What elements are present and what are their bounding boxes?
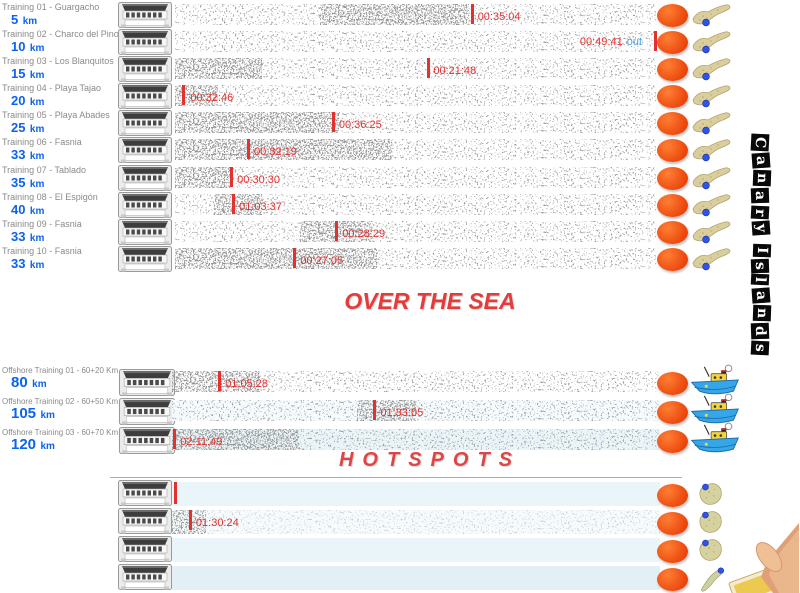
- track-noise-cluster: [175, 112, 339, 133]
- arrival-time: 01:03:37: [239, 201, 282, 213]
- distance-value: 35: [11, 175, 26, 190]
- track-noise-cluster: [175, 167, 233, 188]
- distance-unit: km: [29, 233, 45, 244]
- offshore-row: [0, 392, 800, 420]
- flight-track: [175, 85, 657, 106]
- training-title: Training 08 - El Espigón: [2, 192, 98, 202]
- distance-unit: km: [29, 70, 45, 81]
- arrival-tick: [247, 139, 250, 159]
- release-dot[interactable]: [657, 167, 688, 190]
- tugboat-icon[interactable]: [688, 393, 742, 424]
- tenerife-island-icon[interactable]: [691, 56, 733, 84]
- track-noise: [175, 85, 657, 106]
- distance-value: 40: [11, 202, 26, 217]
- hotspot-row: [0, 536, 800, 564]
- training-title: Training 09 - Fasnia: [2, 219, 82, 229]
- distance-value: 33: [11, 147, 26, 162]
- flight-track: [175, 139, 657, 160]
- arrival-tick: [218, 371, 221, 391]
- arrival-time: 00:28:29: [342, 228, 386, 240]
- tenerife-island-icon[interactable]: [691, 137, 733, 165]
- tenerife-island-icon[interactable]: [691, 29, 733, 57]
- training-row: [0, 246, 800, 274]
- tenerife-island-icon[interactable]: [691, 165, 733, 193]
- distance-value: 33: [11, 256, 26, 271]
- arrival-tick: [332, 112, 335, 132]
- distance-unit: km: [29, 206, 45, 217]
- transport-basket-icon: [118, 536, 172, 562]
- flight-track: [175, 221, 657, 242]
- distance-unit: km: [40, 410, 55, 421]
- arrival-tick: [471, 4, 474, 24]
- over-the-sea-heading: OVER THE SEA: [344, 288, 516, 314]
- training-row: [0, 110, 800, 138]
- flight-track: [172, 400, 660, 421]
- tugboat-icon[interactable]: [688, 422, 742, 453]
- release-dot[interactable]: [657, 85, 688, 108]
- training-row: [0, 29, 800, 57]
- out-flag: out: [626, 36, 642, 48]
- transport-basket-icon: [118, 137, 172, 163]
- flight-track: [172, 429, 660, 450]
- arrival-tick: [174, 482, 177, 504]
- distance-value: 80: [11, 374, 28, 391]
- training-title: Training 03 - Los Blanquitos: [2, 56, 114, 66]
- flight-track: [172, 566, 660, 590]
- training-title: Training 06 - Fasnia: [2, 137, 82, 147]
- tenerife-island-icon[interactable]: [691, 110, 733, 138]
- training-title: Training 01 - Guargacho: [2, 2, 100, 12]
- offshore-title: Offshore Training 01 - 60+20 Km: [2, 366, 119, 375]
- hotspot-row: [0, 480, 800, 508]
- release-dot[interactable]: [657, 4, 688, 27]
- arrival-tick: [427, 58, 430, 78]
- training-row: [0, 56, 800, 84]
- distance-value: 10: [11, 39, 26, 54]
- flight-track: [175, 167, 657, 188]
- flight-track: [175, 4, 657, 25]
- transport-basket-icon: [118, 110, 172, 136]
- training-row: [0, 83, 800, 111]
- training-row: [0, 219, 800, 247]
- track-noise-cluster: [175, 58, 262, 79]
- hotspot-row: [0, 564, 800, 592]
- training-title: Training 04 - Playa Tajao: [2, 83, 102, 93]
- training-title: Training 02 - Charco del Pino: [2, 29, 119, 39]
- arrival-time: 01:05:28: [225, 378, 269, 390]
- transport-basket-icon: [118, 192, 172, 218]
- distance-value: 20: [11, 93, 26, 108]
- flight-track: [172, 371, 660, 392]
- transport-basket-icon: [118, 56, 172, 82]
- release-dot[interactable]: [657, 112, 688, 135]
- release-dot[interactable]: [657, 248, 688, 271]
- hotspots-heading: HOTSPOTS: [338, 449, 521, 471]
- flight-track: [175, 112, 657, 133]
- hotspots-underline: [110, 477, 682, 478]
- distance-value: 15: [11, 66, 26, 81]
- tenerife-island-icon[interactable]: [691, 83, 733, 111]
- flight-track: [175, 31, 657, 52]
- release-dot[interactable]: [657, 512, 688, 535]
- transport-basket-icon: [118, 165, 172, 191]
- flight-track: [175, 58, 657, 79]
- arrival-tick: [373, 400, 376, 420]
- training-row: [0, 2, 800, 30]
- release-dot[interactable]: [657, 139, 688, 162]
- flight-track: [172, 538, 660, 562]
- arrival-tick: [230, 167, 233, 187]
- tenerife-island-icon[interactable]: [691, 219, 733, 247]
- release-dot[interactable]: [657, 540, 688, 563]
- track-noise: [175, 221, 657, 242]
- distance-unit: km: [22, 16, 38, 27]
- release-dot[interactable]: [657, 194, 688, 217]
- flight-track: [172, 482, 660, 506]
- distance-value: 105: [11, 405, 37, 422]
- release-dot[interactable]: [657, 484, 688, 507]
- distance-unit: km: [29, 43, 45, 54]
- training-title: Training 10 - Fasnia: [2, 246, 82, 256]
- arrival-tick: [182, 85, 185, 105]
- tugboat-icon[interactable]: [688, 364, 742, 395]
- arrival-time: 01:30:24: [195, 517, 239, 529]
- transport-basket-icon: [118, 427, 176, 454]
- training-row: [0, 192, 800, 220]
- offshore-title: Offshore Training 02 - 60+50 Km: [2, 397, 119, 406]
- arrival-tick: [189, 510, 192, 530]
- arrival-time: 00:36:25: [338, 119, 382, 131]
- vertical-title: CanaryIslands: [740, 133, 770, 403]
- tenerife-island-icon[interactable]: [691, 246, 733, 274]
- release-dot[interactable]: [657, 58, 688, 81]
- distance-unit: km: [29, 97, 45, 108]
- training-title: Training 07 - Tablado: [2, 165, 87, 175]
- distance-value: 5: [11, 12, 19, 27]
- track-noise-cluster: [320, 4, 469, 25]
- arrival-time: 00:27:05: [300, 255, 344, 267]
- arrival-time: 00:32:19: [254, 146, 297, 158]
- distance-unit: km: [29, 124, 45, 135]
- transport-basket-icon: [118, 2, 172, 28]
- arrival-time: 00:49:41 out: [579, 36, 642, 48]
- distance-value: 33: [11, 229, 26, 244]
- tenerife-island-icon[interactable]: [691, 192, 733, 220]
- release-dot[interactable]: [657, 31, 688, 54]
- release-dot[interactable]: [657, 568, 688, 591]
- arrival-tick: [232, 194, 235, 214]
- tenerife-island-icon[interactable]: [691, 2, 733, 30]
- release-dot[interactable]: [657, 221, 688, 244]
- arrival-time: 00:32:46: [190, 92, 234, 104]
- arrival-tick: [293, 248, 296, 268]
- training-row: [0, 137, 800, 165]
- transport-basket-icon: [118, 29, 172, 55]
- flight-track: [172, 510, 660, 534]
- arrival-time: 02:11:49: [180, 436, 223, 448]
- offshore-row: [0, 421, 800, 453]
- arrival-tick: [173, 429, 176, 449]
- flight-track: [175, 194, 657, 215]
- transport-basket-icon: [118, 480, 172, 506]
- distance-value: 120: [11, 436, 37, 453]
- arrival-time: 00:30:30: [237, 174, 280, 186]
- distance-value: 25: [11, 120, 26, 135]
- hotspot-row: [0, 508, 800, 536]
- track-noise-cluster: [175, 248, 377, 269]
- transport-basket-icon: [118, 219, 172, 245]
- track-noise: [172, 510, 660, 534]
- transport-basket-icon: [118, 246, 172, 272]
- arrival-time: 01:33:05: [380, 407, 424, 419]
- distance-unit: km: [40, 441, 55, 452]
- money-banknotes-image[interactable]: [703, 489, 799, 593]
- offshore-title: Offshore Training 03 - 60+70 Km: [2, 428, 119, 437]
- arrival-tick: [335, 221, 338, 241]
- arrival-time: 00:21:48: [433, 65, 477, 77]
- distance-unit: km: [32, 379, 47, 390]
- arrival-time: 00:35:04: [477, 11, 521, 23]
- transport-basket-icon: [118, 564, 172, 590]
- training-row: [0, 165, 800, 193]
- distance-unit: km: [29, 179, 45, 190]
- offshore-row: [0, 363, 800, 391]
- distance-unit: km: [29, 260, 45, 271]
- training-title: Training 05 - Playa Abades: [2, 110, 110, 120]
- transport-basket-icon: [118, 508, 172, 534]
- distance-unit: km: [29, 151, 45, 162]
- flight-track: [175, 248, 657, 269]
- transport-basket-icon: [118, 83, 172, 109]
